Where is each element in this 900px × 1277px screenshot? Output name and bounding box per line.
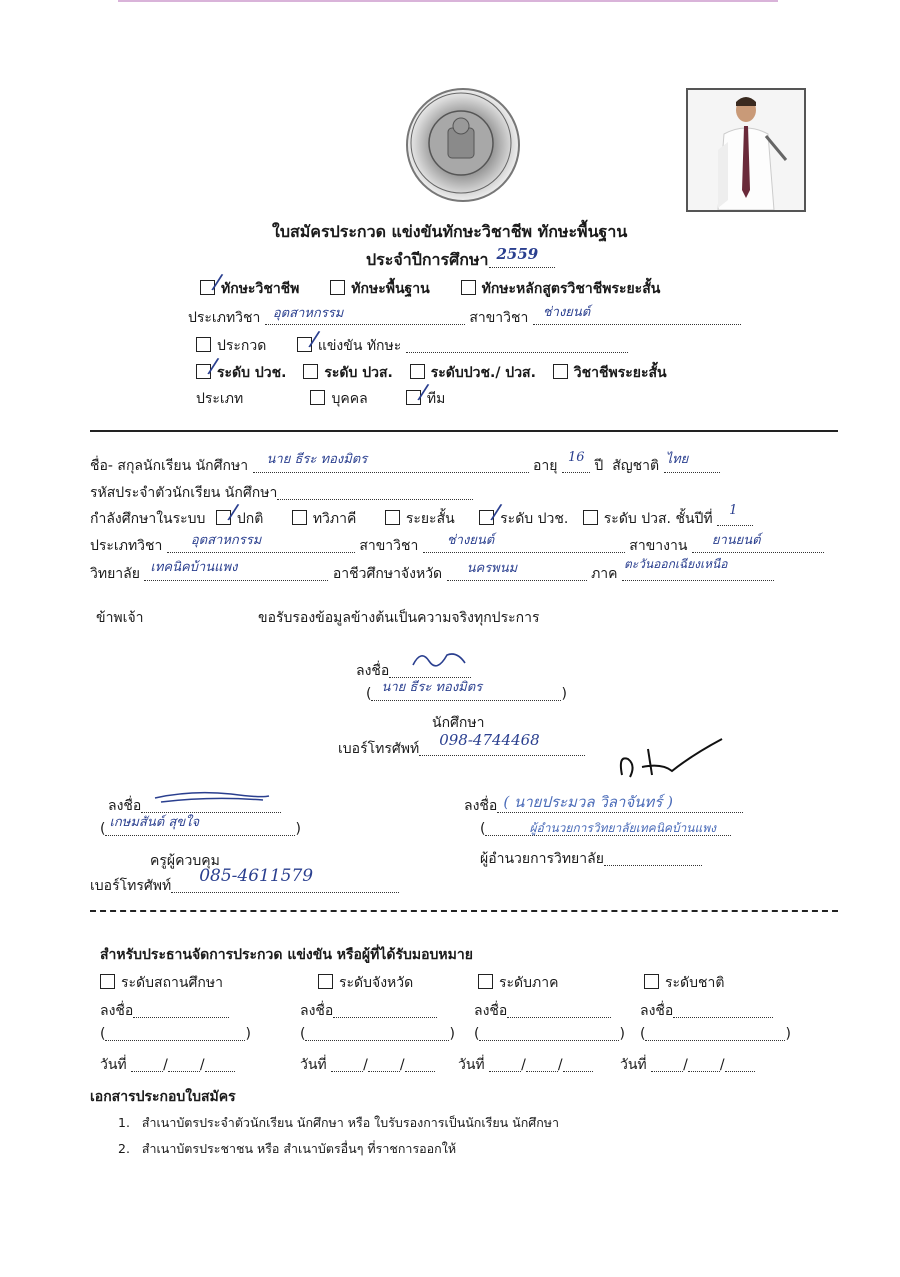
checkbox-level-national[interactable] xyxy=(644,974,659,989)
committee-level-region: ระดับภาค xyxy=(478,972,558,994)
committee-sign-1: ลงชื่อ xyxy=(100,1000,229,1022)
document-item: 1. สำเนาบัตรประจำตัวนักเรียน นักศึกษา หรือ ใบรับรองการเป็นนักเรียน นักศึกษา xyxy=(118,1115,560,1130)
academic-year-label: ประจำปีการศึกษา 2559 xyxy=(366,248,555,273)
student-signature xyxy=(409,647,469,671)
teacher-role: ครูผู้ควบคุม xyxy=(150,853,220,869)
committee-date-2: วันที่ / / xyxy=(300,1054,435,1076)
certify-statement: ขอรับรองข้อมูลข้างต้นเป็นความจริงทุกประการ xyxy=(258,610,540,626)
teacher-sign-row: ลงชื่อ xyxy=(108,795,281,817)
province-value: นครพนม xyxy=(466,561,518,576)
branch-value: ช่างยนต์ xyxy=(542,305,591,320)
checkbox-level-pvc[interactable] xyxy=(196,364,211,379)
student-branch-value: ช่างยนต์ xyxy=(446,533,495,548)
committee-date-4: วันที่ / / xyxy=(620,1054,755,1076)
study-system-row: กำลังศึกษาในระบบ ปกติ ทวิภาคี ระยะสั้น ระดับ ปวช. ระดับ ปวส. ชั้นปีที่ 1 xyxy=(90,508,753,530)
teacher-phone-value: 085-4611579 xyxy=(199,866,314,886)
committee-date-3: วันที่ / / xyxy=(458,1054,593,1076)
committee-sign-3: ลงชื่อ xyxy=(474,1000,611,1022)
certify-me-label: ข้าพเจ้า xyxy=(96,610,144,626)
student-phone-row: เบอร์โทรศัพท์ 098-4744468 xyxy=(338,738,585,760)
director-role-handwritten: ผู้อำนวยการวิทยาลัยเทคนิคบ้านแพง xyxy=(529,821,717,835)
student-field-value: อุตสาหกรรม xyxy=(190,533,262,548)
checkbox-student-level-pvc[interactable] xyxy=(479,510,494,525)
checkbox-student-level-pvs[interactable] xyxy=(583,510,598,525)
top-edge-line xyxy=(118,0,778,2)
checkbox-professional-skill[interactable] xyxy=(200,280,215,295)
checkbox-basic-skill[interactable] xyxy=(330,280,345,295)
checkbox-level-school[interactable] xyxy=(100,974,115,989)
committee-name-3: ( ) xyxy=(474,1026,625,1042)
teacher-signature xyxy=(151,790,271,806)
checkbox-team[interactable] xyxy=(406,390,421,405)
committee-level-province: ระดับจังหวัด xyxy=(318,972,413,994)
work-value: ยานยนต์ xyxy=(711,533,761,548)
director-signature xyxy=(612,735,732,785)
checkbox-individual[interactable] xyxy=(310,390,325,405)
teacher-phone-row: เบอร์โทรศัพท์ 085-4611579 xyxy=(90,875,399,897)
academic-year-value: 2559 xyxy=(496,245,539,263)
checkbox-level-short[interactable] xyxy=(553,364,568,379)
student-id-row: รหัสประจำตัวนักเรียน นักศึกษา xyxy=(90,482,473,504)
checkbox-contest[interactable] xyxy=(196,337,211,352)
contest-compete-row: ประกวด แข่งขัน ทักษะ xyxy=(196,335,628,357)
checkbox-level-pvc-pvs[interactable] xyxy=(410,364,425,379)
documents-title: เอกสารประกอบใบสมัคร xyxy=(90,1089,236,1105)
section-divider xyxy=(90,430,838,432)
category-row: ประเภท บุคคล ทีม xyxy=(196,391,446,407)
field-type-value: อุตสาหกรรม xyxy=(272,306,344,321)
checkbox-system-dual[interactable] xyxy=(292,510,307,525)
committee-sign-4: ลงชื่อ xyxy=(640,1000,773,1022)
committee-date-1: วันที่ / / xyxy=(100,1054,235,1076)
committee-name-2: ( ) xyxy=(300,1026,455,1042)
association-seal-logo xyxy=(406,88,520,202)
checkbox-level-province[interactable] xyxy=(318,974,333,989)
form-title: ใบสมัครประกวด แข่งขันทักษะวิชาชีพ ทักษะพื้นฐาน xyxy=(272,222,628,241)
checkbox-short-course-skill[interactable] xyxy=(461,280,476,295)
director-printed-name: ( นายประมวล วิลาจันทร์ ) xyxy=(503,793,673,811)
committee-level-school: ระดับสถานศึกษา xyxy=(100,972,223,994)
field-type-row: ประเภทวิชา อุตสาหกรรม สาขาวิชา ช่างยนต์ xyxy=(188,307,741,329)
student-photo xyxy=(686,88,806,212)
nationality-value: ไทย xyxy=(665,452,689,467)
age-value: 16 xyxy=(567,450,585,465)
document-item: 2. สำเนาบัตรประชาชน หรือ สำเนาบัตรอื่นๆ ที่ราชการออกให้ xyxy=(118,1141,457,1156)
committee-title: สำหรับประธานจัดการประกวด แข่งขัน หรือผู้ที่ได้รับมอบหมาย xyxy=(100,947,473,963)
checkbox-system-regular[interactable] xyxy=(216,510,231,525)
student-role: นักศึกษา xyxy=(432,715,485,731)
college-value: เทคนิคบ้านแพง xyxy=(150,560,238,575)
student-field-row: ประเภทวิชา อุตสาหกรรม สาขาวิชา ช่างยนต์ สาขางาน ยานยนต์ xyxy=(90,535,824,557)
committee-name-1: ( ) xyxy=(100,1026,251,1042)
student-phone-value: 098-4744468 xyxy=(439,731,540,749)
student-name-row: ชื่อ- สกุลนักเรียน นักศึกษา นาย ธีระ ทองมิตร อายุ 16 ปี สัญชาติ ไทย xyxy=(90,455,720,477)
director-sign-row: ลงชื่อ ( นายประมวล วิลาจันทร์ ) xyxy=(464,795,743,817)
director-role-handwritten-row: ( ผู้อำนวยการวิทยาลัยเทคนิคบ้านแพง xyxy=(480,821,731,837)
student-printed-name: ( นาย ธีระ ทองมิตร ) xyxy=(366,680,567,702)
checkbox-level-pvs[interactable] xyxy=(303,364,318,379)
committee-level-national: ระดับชาติ xyxy=(644,972,724,994)
region-value: ตะวันออกเฉียงเหนือ xyxy=(623,557,728,571)
teacher-printed-name: ( เกษมสันต์ สุขใจ ) xyxy=(100,815,301,837)
committee-sign-2: ลงชื่อ xyxy=(300,1000,437,1022)
committee-name-4: ( ) xyxy=(640,1026,791,1042)
student-sign-row: ลงชื่อ xyxy=(356,660,471,682)
level-row: ระดับ ปวช. ระดับ ปวส. ระดับปวช./ ปวส. วิชาชีพระยะสั้น xyxy=(196,362,667,384)
director-role-row: ผู้อำนวยการวิทยาลัย xyxy=(480,848,702,870)
checkbox-system-short[interactable] xyxy=(385,510,400,525)
student-name-value: นาย ธีระ ทองมิตร xyxy=(266,452,368,467)
checkbox-compete[interactable] xyxy=(297,337,312,352)
grade-value: 1 xyxy=(729,503,738,518)
college-row: วิทยาลัย เทคนิคบ้านแพง อาชีวศึกษาจังหวัด นครพนม ภาค ตะวันออกเฉียงเหนือ xyxy=(90,563,774,585)
committee-divider xyxy=(90,910,838,912)
contest-type-row: ทักษะวิชาชีพ ทักษะพื้นฐาน ทักษะหลักสูตรวิชาชีพระยะสั้น xyxy=(200,278,660,300)
checkbox-level-region[interactable] xyxy=(478,974,493,989)
